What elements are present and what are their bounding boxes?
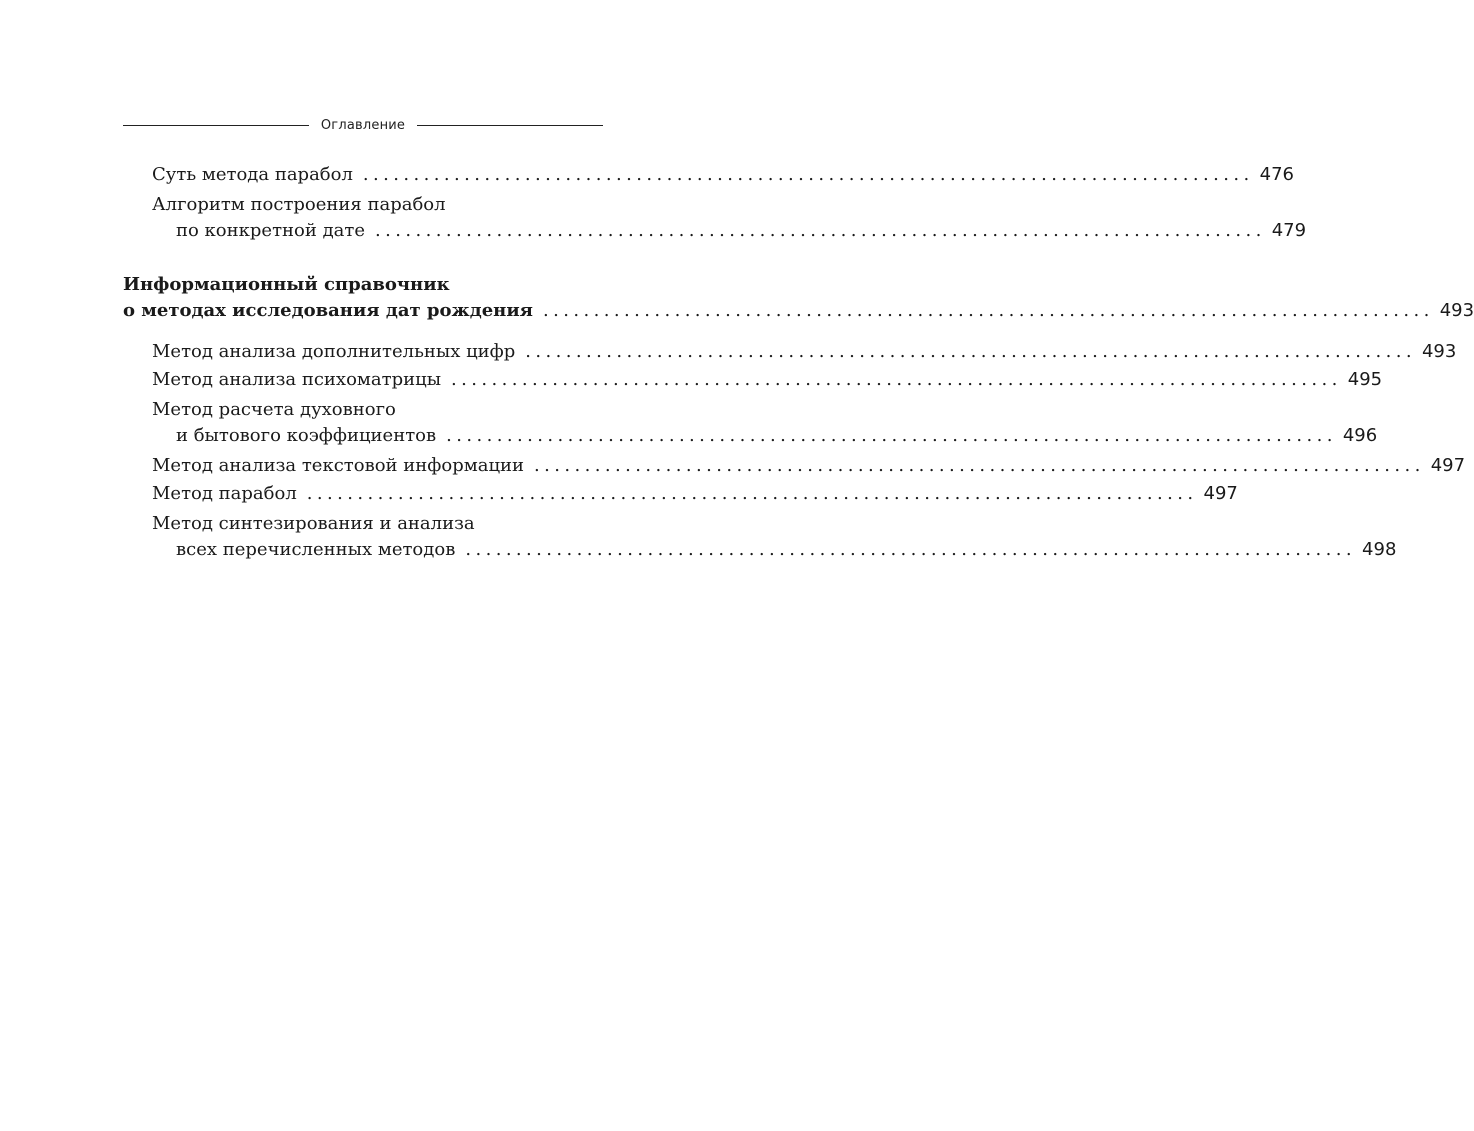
toc-entry[interactable] <box>152 338 1457 366</box>
toc-entry-title: Суть метода парабол <box>152 164 353 185</box>
header-rule-right <box>417 125 603 126</box>
leader-dots: ........................................................................................ <box>362 164 1254 185</box>
toc-entry-title: Метод анализа текстовой информации <box>152 455 525 476</box>
toc-entry-title: Метод парабол <box>152 483 297 504</box>
header-title: Оглавление <box>320 117 406 133</box>
toc-entry-title-line[interactable]: Метод расчета духовного <box>152 399 396 420</box>
toc-section-entry[interactable] <box>123 297 1474 325</box>
toc-entry-title: Метод анализа дополнительных цифр <box>152 341 516 362</box>
toc-entry-title-line[interactable]: Алгоритм построения парабол <box>152 194 446 215</box>
leader-dots: ........................................................................................ <box>375 220 1266 241</box>
toc-page-number: 497 <box>1203 483 1238 504</box>
toc-entry[interactable] <box>152 366 1383 394</box>
running-header <box>123 114 603 136</box>
toc-entry-title-line[interactable]: Метод синтезирования и анализа <box>152 513 475 534</box>
toc-entry[interactable] <box>152 480 1238 508</box>
leader-dots: ........................................................................................ <box>446 425 1337 446</box>
toc-section-title-line[interactable]: Информационный справочник <box>123 274 450 295</box>
toc-entry-title-line: всех перечисленных методов <box>176 539 456 560</box>
toc-entry[interactable] <box>152 452 1466 480</box>
leader-dots: ........................................................................................ <box>306 483 1198 504</box>
leader-dots: ........................................................................................ <box>534 455 1425 476</box>
leader-dots: ........................................................................................ <box>465 539 1357 560</box>
toc-entry-title-line: и бытового коэффициентов <box>176 425 437 446</box>
toc-entry[interactable] <box>176 422 1378 450</box>
toc-entry[interactable] <box>152 161 1294 189</box>
toc-page-number: 493 <box>1439 300 1474 321</box>
toc-entry[interactable] <box>176 217 1307 245</box>
leader-dots: ........................................................................................ <box>542 300 1434 321</box>
toc-page-number: 496 <box>1342 425 1378 446</box>
toc-entry-title-line: по конкретной дате <box>176 220 365 241</box>
toc-section-title-line: о методах исследования дат рождения <box>123 300 533 321</box>
toc-page-number: 493 <box>1421 341 1457 362</box>
header-rule-left <box>123 125 309 126</box>
toc-entry-title: Метод анализа психоматрицы <box>152 369 442 390</box>
toc-page-number: 495 <box>1347 369 1383 390</box>
leader-dots: ........................................................................................ <box>525 341 1416 362</box>
toc-page-number: 497 <box>1430 455 1466 476</box>
toc-page-number: 479 <box>1271 220 1307 241</box>
toc-page-number: 476 <box>1259 164 1294 185</box>
leader-dots: ........................................................................................ <box>451 369 1342 390</box>
toc-page-number: 498 <box>1362 539 1397 560</box>
toc-entry[interactable] <box>176 536 1397 564</box>
